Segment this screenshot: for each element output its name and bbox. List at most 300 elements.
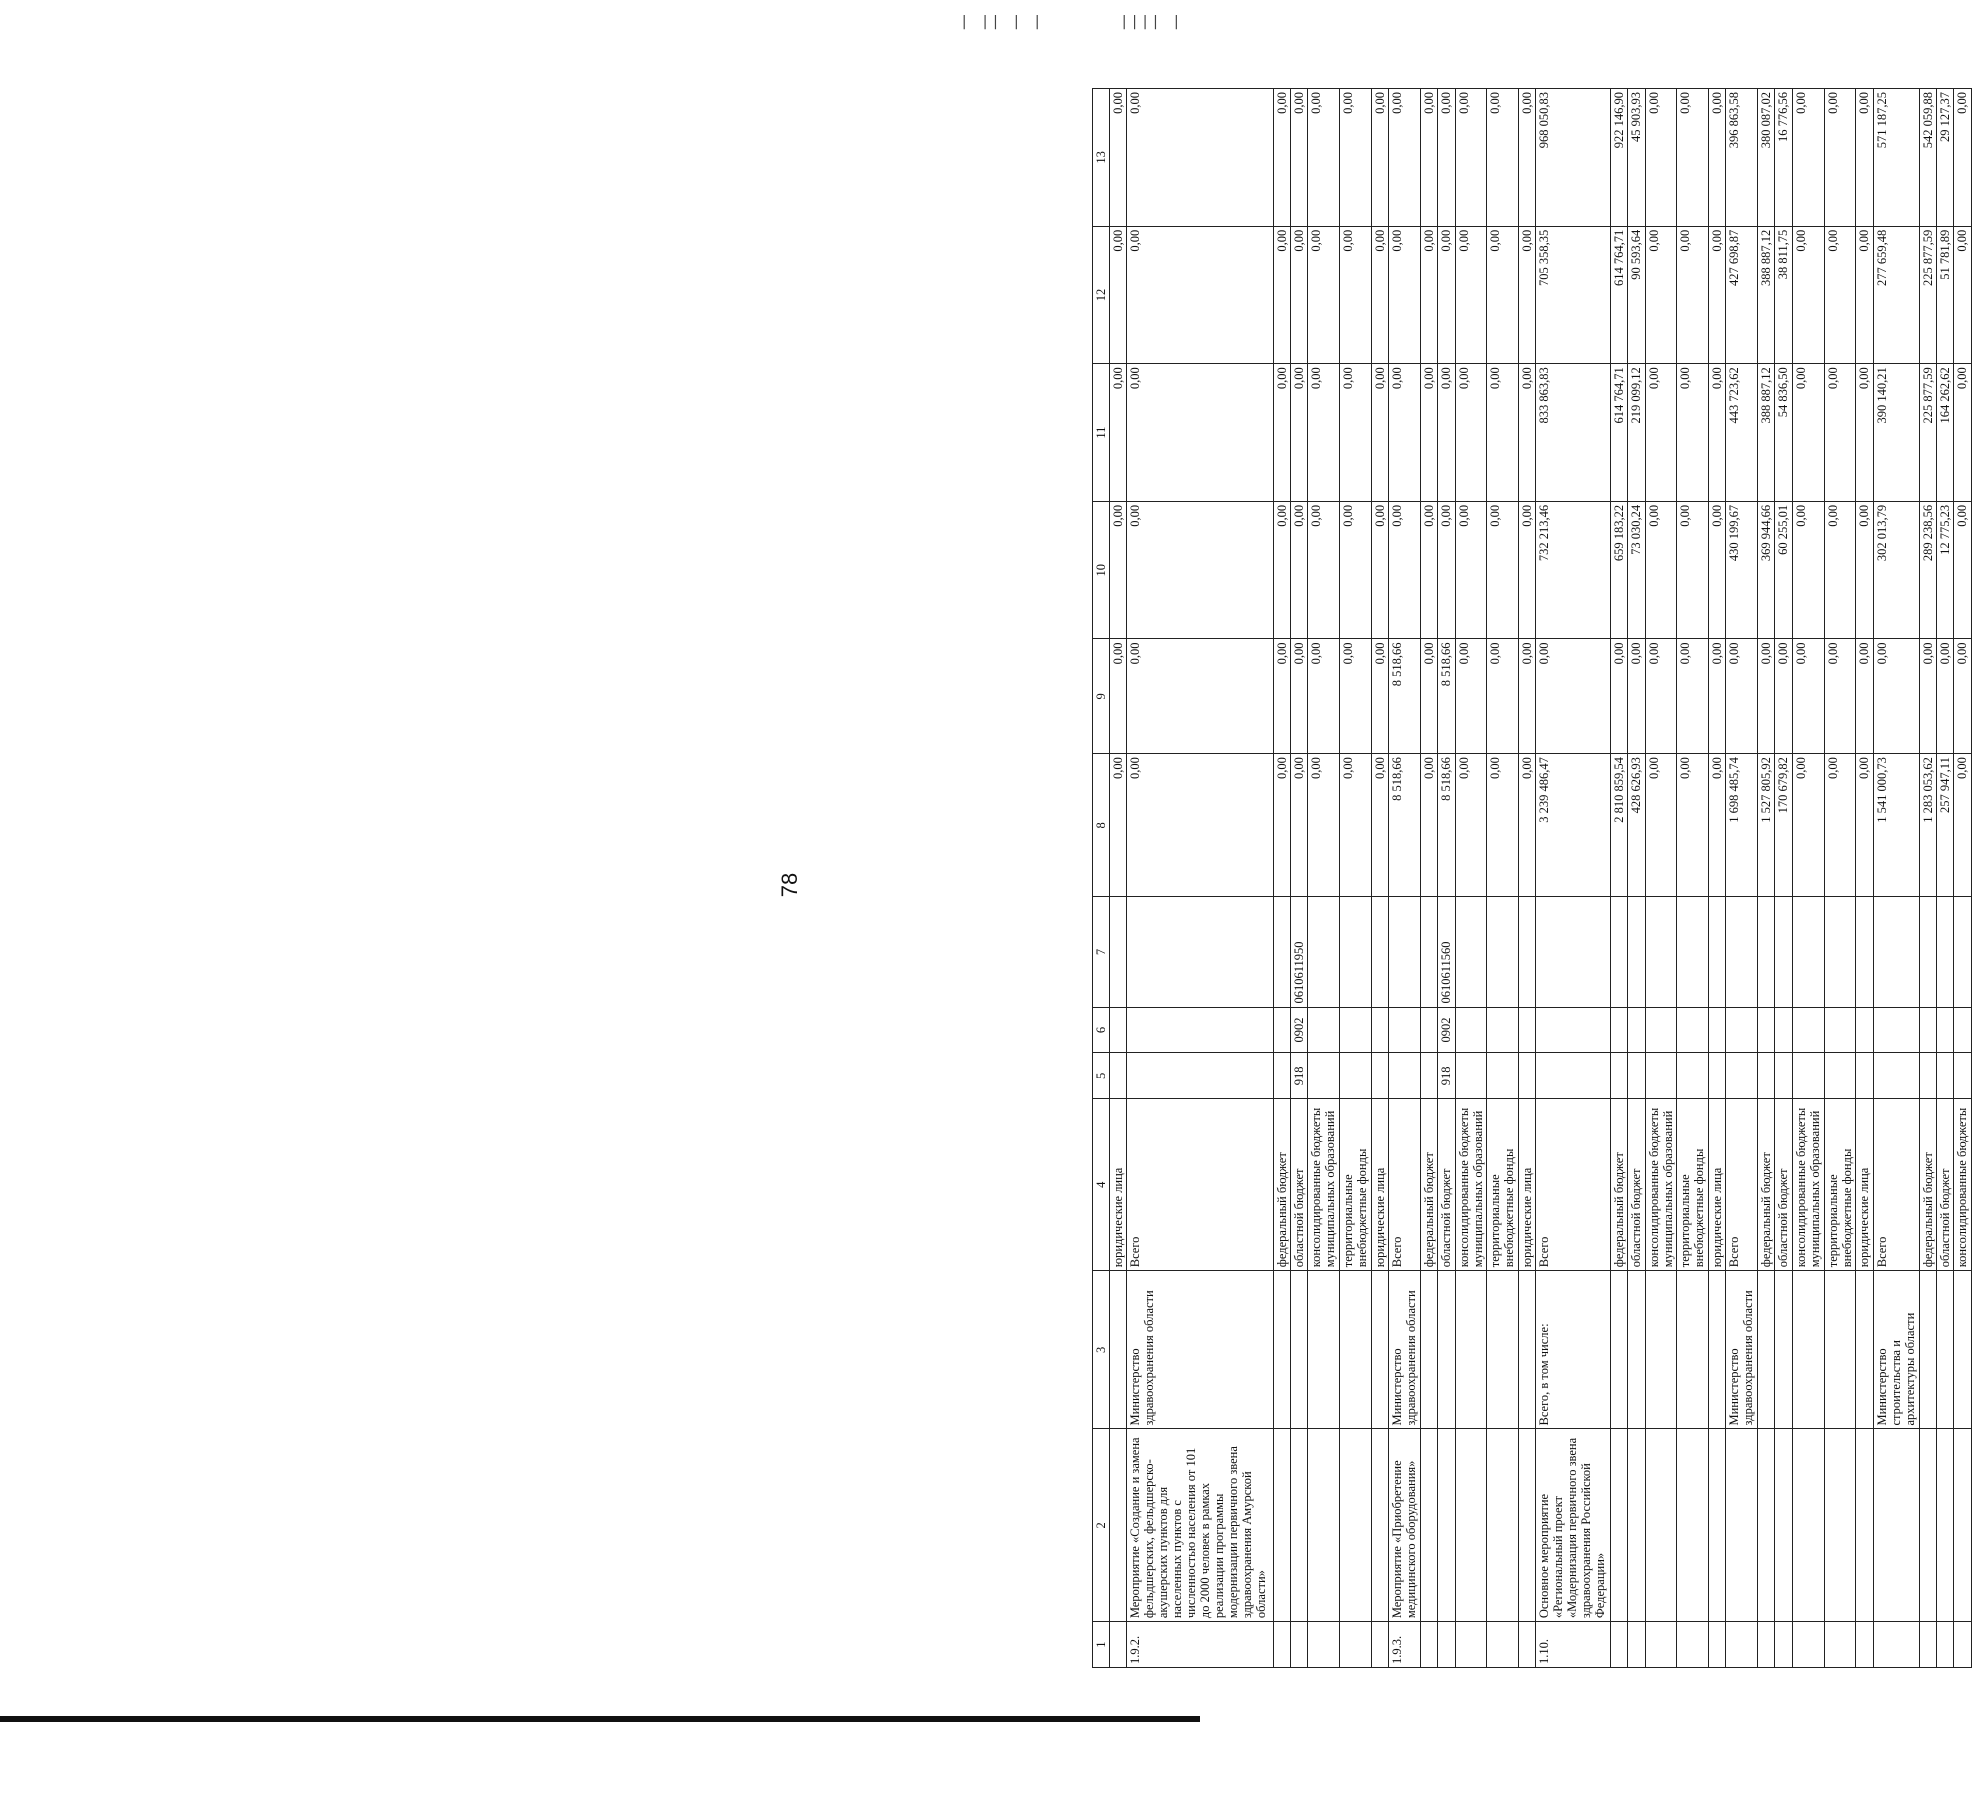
cell-c3	[1420, 1271, 1437, 1429]
cell-value: 51 781,89	[1936, 226, 1953, 364]
cell-c5	[1873, 1053, 1919, 1099]
cell-c6	[1628, 1007, 1645, 1053]
cell-c7	[1919, 897, 1936, 1007]
cell-value: 1 283 053,62	[1919, 754, 1936, 897]
table-row	[1628, 89, 1645, 1668]
cell-value: 0,00	[1127, 639, 1273, 754]
budget-table	[1092, 88, 1972, 1668]
cell-c4: областной бюджет	[1775, 1099, 1792, 1271]
cell-c6	[1487, 1007, 1519, 1053]
cell-value: 0,00	[1709, 754, 1726, 897]
table-row	[1610, 89, 1627, 1668]
table-row	[1645, 89, 1677, 1668]
cell-c4: консолидированные бюджеты муниципальных образований	[1645, 1099, 1677, 1271]
cell-c3: Всего, в том числе:	[1536, 1271, 1611, 1429]
cell-value: 0,00	[1110, 364, 1127, 502]
cell-c7	[1677, 897, 1709, 1007]
cell-value: 0,00	[1340, 364, 1372, 502]
cell-c5	[1487, 1053, 1519, 1099]
cell-c6	[1420, 1007, 1437, 1053]
cell-c2: Основное мероприятие «Региональный проект «Модернизация первичного звена здравоохранения Российской Федерации»	[1536, 1429, 1611, 1622]
cell-value: 0,00	[1438, 501, 1455, 639]
cell-value: 8 518,66	[1438, 639, 1455, 754]
cell-c6	[1127, 1007, 1273, 1053]
cell-value: 0,00	[1273, 754, 1290, 897]
cell-c7	[1856, 897, 1873, 1007]
column-header: 8	[1093, 754, 1110, 897]
cell-c2	[1677, 1429, 1709, 1622]
cell-c1	[1371, 1622, 1388, 1668]
cell-c2	[1824, 1429, 1856, 1622]
cell-value: 0,00	[1645, 364, 1677, 502]
cell-c5	[1856, 1053, 1873, 1099]
table-row	[1110, 89, 1127, 1668]
cell-c7	[1110, 897, 1127, 1007]
cell-c4: консолидированные бюджеты муниципальных образований	[1308, 1099, 1340, 1271]
table-row	[1420, 89, 1437, 1668]
cell-c3	[1110, 1271, 1127, 1429]
cell-value: 0,00	[1127, 501, 1273, 639]
table-row	[1308, 89, 1340, 1668]
cell-value: 0,00	[1792, 501, 1824, 639]
cell-c7	[1487, 897, 1519, 1007]
cell-value: 0,00	[1677, 364, 1709, 502]
cell-value: 0,00	[1487, 754, 1519, 897]
cell-c2	[1758, 1429, 1775, 1622]
cell-c7	[1308, 897, 1340, 1007]
cell-c4: территориальные внебюджетные фонды	[1340, 1099, 1372, 1271]
cell-value: 0,00	[1954, 639, 1972, 754]
table-row	[1775, 89, 1792, 1668]
table-row	[1873, 89, 1919, 1668]
cell-value: 0,00	[1308, 89, 1340, 227]
table-body	[1110, 89, 1972, 1668]
cell-c2	[1936, 1429, 1953, 1622]
cell-c2: Мероприятие «Приобретение медицинского оборудования»	[1389, 1429, 1421, 1622]
cell-value: 16 776,56	[1775, 89, 1792, 227]
cell-value: 0,00	[1340, 754, 1372, 897]
column-header: 3	[1093, 1271, 1110, 1429]
cell-c7	[1709, 897, 1726, 1007]
cell-value: 0,00	[1290, 89, 1307, 227]
cell-value: 0,00	[1824, 226, 1856, 364]
cell-c1	[1709, 1622, 1726, 1668]
cell-value: 732 213,46	[1536, 501, 1611, 639]
cell-value: 1 541 000,73	[1873, 754, 1919, 897]
cell-c2	[1628, 1429, 1645, 1622]
cell-c5	[1726, 1053, 1758, 1099]
cell-value: 0,00	[1645, 89, 1677, 227]
cell-c6: 0902	[1438, 1007, 1455, 1053]
cell-c1	[1726, 1622, 1758, 1668]
cell-c3	[1856, 1271, 1873, 1429]
cell-c1	[1420, 1622, 1437, 1668]
cell-c6: 0902	[1290, 1007, 1307, 1053]
cell-value: 388 887,12	[1758, 364, 1775, 502]
cell-value: 302 013,79	[1873, 501, 1919, 639]
cell-c6	[1873, 1007, 1919, 1053]
table-row	[1709, 89, 1726, 1668]
cell-c6	[1954, 1007, 1972, 1053]
cell-c6	[1936, 1007, 1953, 1053]
cell-c5	[1518, 1053, 1535, 1099]
cell-value: 12 775,23	[1936, 501, 1953, 639]
cell-value: 0,00	[1919, 639, 1936, 754]
cell-c2	[1110, 1429, 1127, 1622]
cell-value: 0,00	[1455, 501, 1487, 639]
cell-c1: 1.9.3.	[1389, 1622, 1421, 1668]
cell-value: 54 836,50	[1775, 364, 1792, 502]
cell-c5	[1824, 1053, 1856, 1099]
cell-value: 614 764,71	[1610, 226, 1627, 364]
cell-value: 0,00	[1518, 639, 1535, 754]
cell-c5	[1936, 1053, 1953, 1099]
cell-value: 0,00	[1610, 639, 1627, 754]
cell-value: 0,00	[1954, 754, 1972, 897]
cell-value: 443 723,62	[1726, 364, 1758, 502]
cell-value: 0,00	[1455, 639, 1487, 754]
cell-c7: 0610611950	[1290, 897, 1307, 1007]
cell-c5	[1389, 1053, 1421, 1099]
cell-value: 571 187,25	[1873, 89, 1919, 227]
cell-c3	[1919, 1271, 1936, 1429]
cell-c5	[1775, 1053, 1792, 1099]
cell-c1	[1873, 1622, 1919, 1668]
cell-value: 277 659,48	[1873, 226, 1919, 364]
cell-value: 0,00	[1389, 226, 1421, 364]
cell-c6	[1758, 1007, 1775, 1053]
cell-c5	[1792, 1053, 1824, 1099]
cell-value: 170 679,82	[1775, 754, 1792, 897]
cell-value: 0,00	[1645, 226, 1677, 364]
cell-value: 0,00	[1487, 226, 1519, 364]
cell-c5	[1536, 1053, 1611, 1099]
cell-value: 0,00	[1389, 89, 1421, 227]
cell-value: 0,00	[1824, 639, 1856, 754]
cell-c7: 0610611560	[1438, 897, 1455, 1007]
cell-c6	[1726, 1007, 1758, 1053]
cell-value: 0,00	[1954, 501, 1972, 639]
cell-value: 0,00	[1677, 639, 1709, 754]
cell-value: 0,00	[1792, 639, 1824, 754]
cell-value: 0,00	[1371, 226, 1388, 364]
cell-value: 0,00	[1389, 364, 1421, 502]
cell-value: 430 199,67	[1726, 501, 1758, 639]
cell-value: 0,00	[1487, 89, 1519, 227]
cell-value: 0,00	[1856, 226, 1873, 364]
cell-c2	[1290, 1429, 1307, 1622]
cell-c2	[1455, 1429, 1487, 1622]
cell-c2	[1610, 1429, 1627, 1622]
cell-value: 0,00	[1438, 364, 1455, 502]
cell-c4: федеральный бюджет	[1758, 1099, 1775, 1271]
cell-value: 0,00	[1438, 89, 1455, 227]
cell-value: 29 127,37	[1936, 89, 1953, 227]
cell-c4: юридические лица	[1110, 1099, 1127, 1271]
cell-value: 0,00	[1340, 226, 1372, 364]
table-row	[1340, 89, 1372, 1668]
cell-c4: юридические лица	[1371, 1099, 1388, 1271]
column-header: 4	[1093, 1099, 1110, 1271]
cell-c2	[1273, 1429, 1290, 1622]
cell-c2	[1856, 1429, 1873, 1622]
cell-c4: консолидированные бюджеты муниципальных образований	[1455, 1099, 1487, 1271]
cell-value: 0,00	[1487, 364, 1519, 502]
cell-value: 219 099,12	[1628, 364, 1645, 502]
scan-edge-bar	[0, 1716, 1200, 1722]
cell-c3	[1308, 1271, 1340, 1429]
cell-value: 0,00	[1856, 501, 1873, 639]
cell-c3	[1775, 1271, 1792, 1429]
cell-c3	[1758, 1271, 1775, 1429]
cell-c4: федеральный бюджет	[1273, 1099, 1290, 1271]
cell-value: 0,00	[1455, 754, 1487, 897]
cell-c4: Всего	[1726, 1099, 1758, 1271]
cell-c1	[1308, 1622, 1340, 1668]
cell-c6	[1677, 1007, 1709, 1053]
cell-c3	[1371, 1271, 1388, 1429]
cell-c4: областной бюджет	[1438, 1099, 1455, 1271]
cell-c3	[1438, 1271, 1455, 1429]
cell-value: 428 626,93	[1628, 754, 1645, 897]
cell-c3	[1340, 1271, 1372, 1429]
cell-c6	[1709, 1007, 1726, 1053]
table-row	[1127, 89, 1273, 1668]
cell-value: 0,00	[1709, 501, 1726, 639]
cell-c3: Министерство здравоохранения области	[1127, 1271, 1273, 1429]
cell-c1: 1.9.2.	[1127, 1622, 1273, 1668]
cell-c7	[1518, 897, 1535, 1007]
cell-c6	[1389, 1007, 1421, 1053]
cell-value: 0,00	[1645, 639, 1677, 754]
cell-c1	[1824, 1622, 1856, 1668]
cell-c1: 1.10.	[1536, 1622, 1611, 1668]
cell-value: 0,00	[1308, 639, 1340, 754]
cell-c1	[1936, 1622, 1953, 1668]
cell-c2	[1919, 1429, 1936, 1622]
cell-c2	[1792, 1429, 1824, 1622]
cell-c3	[1518, 1271, 1535, 1429]
cell-c2	[1371, 1429, 1388, 1622]
cell-c7	[1420, 897, 1437, 1007]
cell-value: 705 358,35	[1536, 226, 1611, 364]
cell-value: 0,00	[1420, 226, 1437, 364]
cell-value: 73 030,24	[1628, 501, 1645, 639]
cell-c4: консолидированные бюджеты	[1954, 1099, 1972, 1271]
cell-c1	[1455, 1622, 1487, 1668]
cell-c3	[1273, 1271, 1290, 1429]
cell-c1	[1290, 1622, 1307, 1668]
cell-c2	[1645, 1429, 1677, 1622]
cell-c7	[1775, 897, 1792, 1007]
cell-c6	[1610, 1007, 1627, 1053]
table-row	[1936, 89, 1953, 1668]
cell-c2	[1954, 1429, 1972, 1622]
cell-value: 0,00	[1110, 226, 1127, 364]
cell-c5	[1954, 1053, 1972, 1099]
cell-c6	[1856, 1007, 1873, 1053]
cell-value: 1 698 485,74	[1726, 754, 1758, 897]
cell-c4: территориальные внебюджетные фонды	[1677, 1099, 1709, 1271]
cell-value: 0,00	[1954, 226, 1972, 364]
cell-value: 0,00	[1273, 501, 1290, 639]
column-header: 7	[1093, 897, 1110, 1007]
cell-value: 0,00	[1709, 89, 1726, 227]
cell-value: 0,00	[1340, 639, 1372, 754]
cell-value: 0,00	[1420, 364, 1437, 502]
cell-value: 0,00	[1824, 754, 1856, 897]
cell-value: 0,00	[1645, 754, 1677, 897]
cell-value: 0,00	[1487, 501, 1519, 639]
cell-c5	[1645, 1053, 1677, 1099]
cell-c7	[1873, 897, 1919, 1007]
cell-value: 0,00	[1856, 364, 1873, 502]
cell-c7	[1536, 897, 1611, 1007]
rotated-sheet	[1092, 88, 1972, 1668]
cell-c5	[1340, 1053, 1372, 1099]
cell-value: 614 764,71	[1610, 364, 1627, 502]
cell-c3: Министерство здравоохранения области	[1726, 1271, 1758, 1429]
cell-c5	[1110, 1053, 1127, 1099]
cell-value: 0,00	[1273, 364, 1290, 502]
cell-c4: федеральный бюджет	[1919, 1099, 1936, 1271]
cell-value: 0,00	[1420, 754, 1437, 897]
cell-c6	[1645, 1007, 1677, 1053]
cell-c1	[1645, 1622, 1677, 1668]
cell-c1	[1954, 1622, 1972, 1668]
cell-value: 3 239 486,47	[1536, 754, 1611, 897]
cell-value: 0,00	[1420, 501, 1437, 639]
cell-value: 38 811,75	[1775, 226, 1792, 364]
cell-value: 0,00	[1518, 89, 1535, 227]
cell-value: 0,00	[1340, 89, 1372, 227]
column-header: 5	[1093, 1053, 1110, 1099]
table-row	[1518, 89, 1535, 1668]
cell-c4: Всего	[1536, 1099, 1611, 1271]
cell-c7	[1758, 897, 1775, 1007]
cell-value: 225 877,59	[1919, 364, 1936, 502]
cell-c5	[1610, 1053, 1627, 1099]
cell-value: 225 877,59	[1919, 226, 1936, 364]
cell-c7	[1936, 897, 1953, 1007]
cell-c5: 918	[1438, 1053, 1455, 1099]
cell-c2	[1775, 1429, 1792, 1622]
cell-c6	[1919, 1007, 1936, 1053]
cell-value: 427 698,87	[1726, 226, 1758, 364]
table-row	[1455, 89, 1487, 1668]
header-row	[1093, 89, 1110, 1668]
cell-c2	[1518, 1429, 1535, 1622]
cell-value: 0,00	[1856, 89, 1873, 227]
cell-value: 0,00	[1856, 754, 1873, 897]
cell-c7	[1455, 897, 1487, 1007]
cell-c4: федеральный бюджет	[1610, 1099, 1627, 1271]
cell-value: 0,00	[1340, 501, 1372, 639]
cell-c7	[1645, 897, 1677, 1007]
cell-c4: федеральный бюджет	[1420, 1099, 1437, 1271]
cell-value: 0,00	[1308, 364, 1340, 502]
cell-c1	[1856, 1622, 1873, 1668]
cell-value: 0,00	[1371, 89, 1388, 227]
column-header: 6	[1093, 1007, 1110, 1053]
cell-c5	[1308, 1053, 1340, 1099]
cell-value: 60 255,01	[1775, 501, 1792, 639]
cell-value: 0,00	[1127, 754, 1273, 897]
cell-c4: юридические лица	[1518, 1099, 1535, 1271]
cell-value: 8 518,66	[1389, 639, 1421, 754]
cell-c7	[1824, 897, 1856, 1007]
table-row	[1487, 89, 1519, 1668]
cell-value: 0,00	[1824, 89, 1856, 227]
table-row	[1919, 89, 1936, 1668]
table-row	[1824, 89, 1856, 1668]
cell-c6	[1518, 1007, 1535, 1053]
table-row	[1856, 89, 1873, 1668]
cell-value: 0,00	[1536, 639, 1611, 754]
cell-c5	[1919, 1053, 1936, 1099]
cell-c3	[1610, 1271, 1627, 1429]
cell-c4: Всего	[1389, 1099, 1421, 1271]
cell-c7	[1954, 897, 1972, 1007]
cell-value: 0,00	[1628, 639, 1645, 754]
column-header: 10	[1093, 501, 1110, 639]
cell-c2: Мероприятие «Создание и замена фельдшерских, фельдшерско-акушерских пунктов для населенных пунктов с численностью населения от 101 до 2000 человек в рамках реализации программы модернизации первичного звена здравоохранения Амурской области»	[1127, 1429, 1273, 1622]
cell-c4: территориальные внебюджетные фонды	[1824, 1099, 1856, 1271]
cell-c3	[1628, 1271, 1645, 1429]
cell-value: 0,00	[1438, 226, 1455, 364]
cell-c3	[1487, 1271, 1519, 1429]
column-header: 11	[1093, 364, 1110, 502]
cell-c5	[1371, 1053, 1388, 1099]
cell-value: 542 059,88	[1919, 89, 1936, 227]
cell-value: 0,00	[1792, 364, 1824, 502]
cell-c4: консолидированные бюджеты муниципальных образований	[1792, 1099, 1824, 1271]
cell-value: 0,00	[1308, 501, 1340, 639]
cell-value: 0,00	[1645, 501, 1677, 639]
cell-c2	[1420, 1429, 1437, 1622]
cell-value: 0,00	[1792, 89, 1824, 227]
cell-c1	[1677, 1622, 1709, 1668]
column-header: 13	[1093, 89, 1110, 227]
cell-value: 0,00	[1308, 226, 1340, 364]
scan-mark-top: | || | |	[960, 14, 1044, 30]
cell-c6	[1273, 1007, 1290, 1053]
cell-value: 0,00	[1677, 226, 1709, 364]
cell-value: 0,00	[1308, 754, 1340, 897]
cell-value: 0,00	[1709, 226, 1726, 364]
cell-c4: областной бюджет	[1936, 1099, 1953, 1271]
cell-c6	[1824, 1007, 1856, 1053]
cell-c6	[1536, 1007, 1611, 1053]
cell-value: 380 087,02	[1758, 89, 1775, 227]
cell-value: 0,00	[1127, 89, 1273, 227]
cell-value: 0,00	[1824, 364, 1856, 502]
column-header: 1	[1093, 1622, 1110, 1668]
cell-value: 0,00	[1110, 754, 1127, 897]
cell-c6	[1792, 1007, 1824, 1053]
cell-c5	[1628, 1053, 1645, 1099]
cell-c5	[1758, 1053, 1775, 1099]
cell-value: 45 903,93	[1628, 89, 1645, 227]
cell-c7	[1792, 897, 1824, 1007]
cell-value: 0,00	[1518, 754, 1535, 897]
table-row	[1290, 89, 1307, 1668]
cell-c7	[1371, 897, 1388, 1007]
cell-value: 0,00	[1709, 364, 1726, 502]
cell-value: 0,00	[1420, 89, 1437, 227]
cell-value: 396 863,58	[1726, 89, 1758, 227]
cell-value: 922 146,90	[1610, 89, 1627, 227]
